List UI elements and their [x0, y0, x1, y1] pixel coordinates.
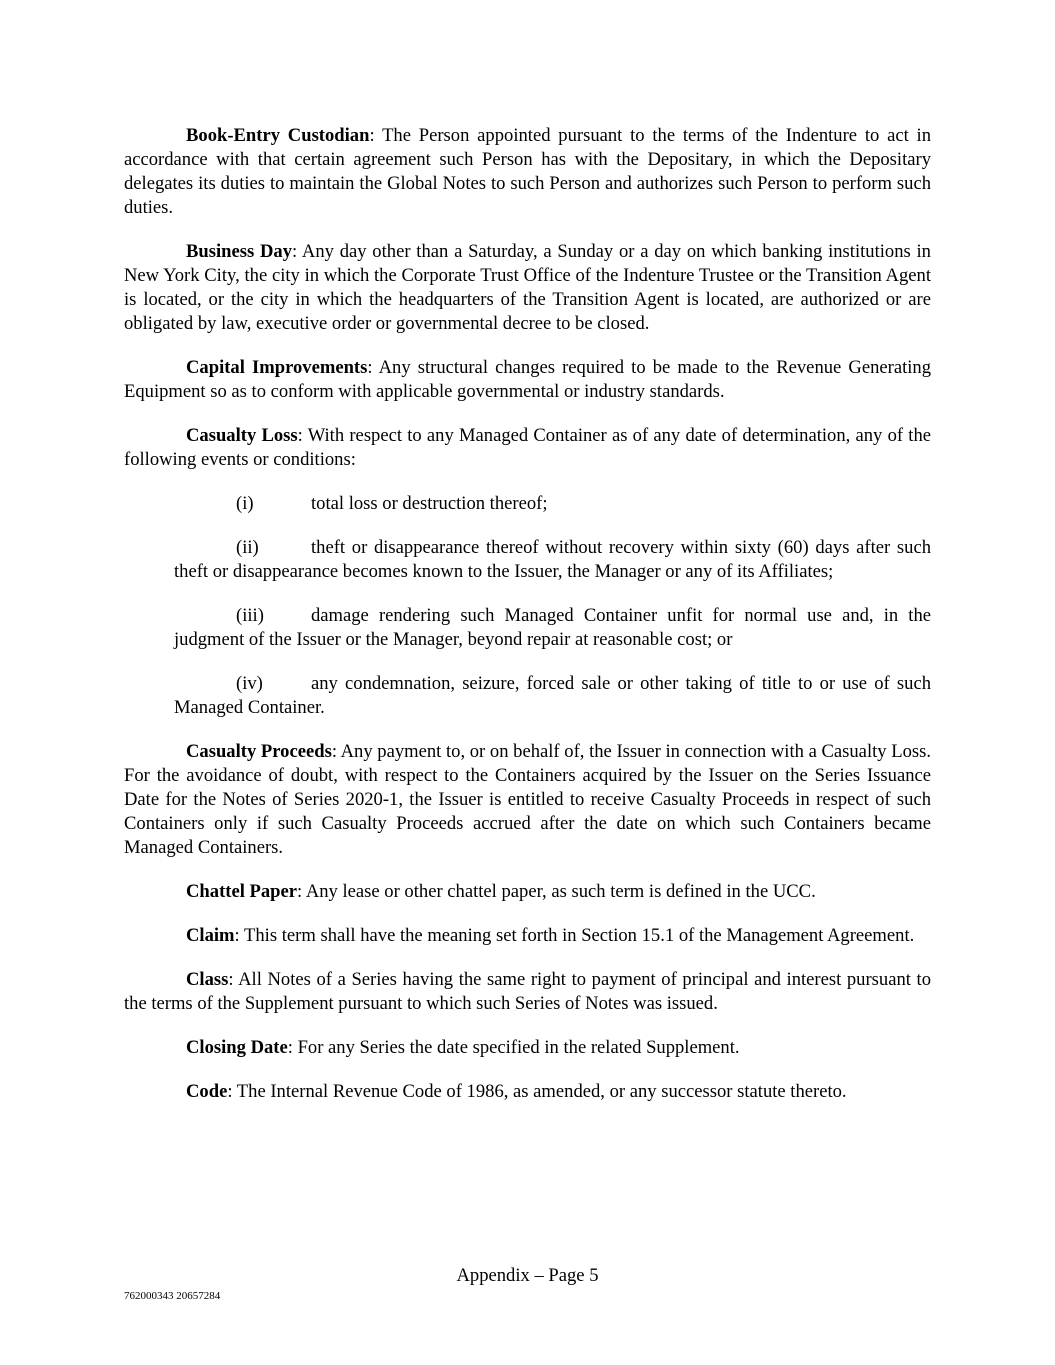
- definition-text: : Any payment to, or on behalf of, the Issuer in connection with a Casualty Loss. For the avoidance of doubt, with respect to the Containers acquired by the Issuer on the Series Issuance Date for the Notes of Series 2020-1, the Issuer is entitled to receive Casualty Proceeds in respect of such Containers only if such Casualty Proceeds accrued after the date on which such Containers became Managed Containers.: [124, 741, 932, 858]
- definition-text: : With respect to any Managed Container as of any date of determination, any of the following events or conditions:: [124, 425, 931, 470]
- definition-claim: [124, 924, 931, 948]
- definition-capital-improvements: [124, 356, 931, 404]
- definition-term: Book-Entry Custodian: [186, 125, 370, 146]
- item-number: (ii): [236, 537, 259, 558]
- item-number: (iv): [236, 673, 263, 694]
- casualty-item-ii: [174, 536, 931, 584]
- definition-term: Casualty Loss: [186, 425, 298, 446]
- definition-chattel-paper: [124, 880, 931, 904]
- definition-term: Chattel Paper: [186, 881, 298, 902]
- definition-book-entry-custodian: [124, 124, 931, 220]
- definition-term: Capital Improvements: [186, 357, 368, 378]
- definition-term: Claim: [186, 925, 235, 946]
- definition-term: Business Day: [186, 241, 292, 262]
- item-number: (iii): [236, 605, 264, 626]
- definition-code: [124, 1080, 931, 1104]
- casualty-item-i: [174, 492, 931, 516]
- item-text: theft or disappearance thereof without recovery within sixty (60) days after such theft or disappearance becomes known to the Issuer, the Manager or any of its Affiliates;: [174, 537, 931, 582]
- definition-term: Class: [186, 969, 229, 990]
- definition-class: [124, 968, 931, 1016]
- definition-text: : The Internal Revenue Code of 1986, as amended, or any successor statute thereto.: [227, 1081, 847, 1102]
- definition-term: Closing Date: [186, 1037, 288, 1058]
- definition-term: Code: [186, 1081, 228, 1102]
- definition-closing-date: [124, 1036, 931, 1060]
- definition-term: Casualty Proceeds: [186, 741, 332, 762]
- item-text: damage rendering such Managed Container unfit for normal use and, in the judgment of the Issuer or the Manager, beyond repair at reasonable cost; or: [174, 605, 931, 650]
- item-text: any condemnation, seizure, forced sale or other taking of title to or use of such Managed Container.: [174, 673, 931, 718]
- definition-text: : All Notes of a Series having the same right to payment of principal and interest pursuant to the terms of the Supplement pursuant to which such Series of Notes was issued.: [124, 969, 931, 1014]
- document-body: [124, 124, 931, 1124]
- casualty-item-iii: [174, 604, 931, 652]
- document-id: 762000343 20657284: [124, 1290, 221, 1302]
- page-footer: Appendix – Page 5: [456, 1265, 599, 1286]
- definition-text: : Any lease or other chattel paper, as such term is defined in the UCC.: [297, 881, 816, 902]
- definition-business-day: [124, 240, 931, 336]
- definition-casualty-loss: [124, 424, 931, 472]
- definition-text: : The Person appointed pursuant to the terms of the Indenture to act in accordance with that certain agreement such Person has with the Depositary, in which the Depositary delegates its duties to maintain the Global Notes to such Person and authorizes such Person to perform such duties.: [124, 125, 931, 218]
- item-text: total loss or destruction thereof;: [311, 493, 548, 514]
- definition-text: : Any day other than a Saturday, a Sunday or a day on which banking institutions in New York City, the city in which the Corporate Trust Office of the Indenture Trustee or the Transition Agent is located, or the city in which the headquarters of the Transition Agent is located, are authorized or are obligated by law, executive order or governmental decree to be closed.: [124, 241, 931, 334]
- casualty-item-iv: [174, 672, 931, 720]
- definition-text: : Any structural changes required to be made to the Revenue Generating Equipment so as to conform with applicable governmental or industry standards.: [124, 357, 932, 402]
- definition-text: : This term shall have the meaning set forth in Section 15.1 of the Management Agreement.: [234, 925, 915, 946]
- definition-text: : For any Series the date specified in the related Supplement.: [287, 1037, 740, 1058]
- definition-casualty-proceeds: [124, 740, 931, 860]
- item-number: (i): [236, 493, 254, 514]
